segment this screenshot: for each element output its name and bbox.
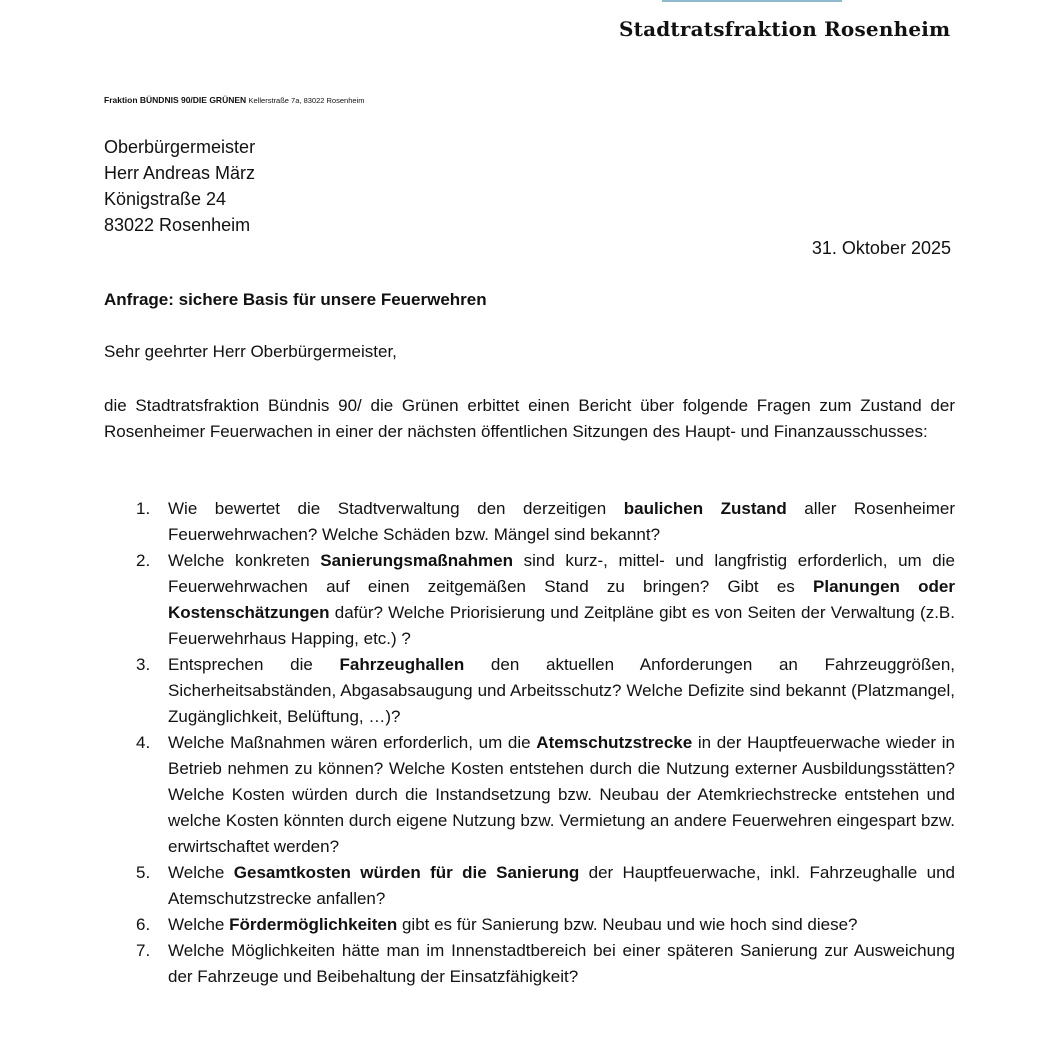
question-text: in der Hauptfeuerwache wieder in Betrieb nehmen zu können? Welche Kosten entstehen durch die Nutzung externer Ausbildungsstätten? Welche Kosten würden durch die Instandsetzung bzw. Neubau der Atemkriechstrecke entstehen und welche Kosten könnten durch eigene Nutzung bzw. Vermietung an andere Feuerwehren eingespart bzw. erwirtschaftet werden? [168,733,955,856]
recipient-line: Herr Andreas März [104,163,256,183]
question-text: Welche [168,863,234,882]
question-text: Wie bewertet die Stadtverwaltung den derzeitigen [168,499,624,518]
question-text: den aktuellen Anforderungen an Fahrzeuggrößen, Sicherheitsabständen, Abgasabsaugung und Arbeitsschutz? Welche Defizite sind bekannt (Platzmangel, Zugänglichkeit, Belüftung, …)? [168,655,955,726]
intro-paragraph: die Stadtratsfraktion Bündnis 90/ die Grünen erbittet einen Bericht über folgende Fragen zum Zustand der Rosenheimer Feuerwachen in einer der nächsten öffentlichen Sitzungen des Haupt- und Finanzausschusses: [104,396,955,441]
question-number: 3. [136,655,151,674]
sender-line [104,95,364,105]
question-number: 6. [136,915,151,934]
question-emphasis: baulichen Zustand [623,499,787,518]
question-emphasis: Planungen oder Kostenschätzungen [168,577,955,622]
question-text: sind kurz-, mittel- und langfristig erforderlich, um die Feuerwehrwachen auf einen zeitgemäßen Stand zu bringen? Gibt es [168,551,955,596]
question-text: dafür? Welche Priorisierung und Zeitpläne gibt es von Seiten der Verwaltung (z.B. Feuerwehrhaus Happing, etc.) ? [168,603,955,648]
recipient-line: Königstraße 24 [104,189,227,209]
recipient-address [104,134,255,238]
question-item [104,912,955,938]
question-number: 4. [136,733,151,752]
header-accent-rule [662,0,842,2]
question-item [104,548,955,652]
question-number: 1. [136,499,151,518]
letterhead-title: Stadtratsfraktion Rosenheim [619,17,951,41]
question-emphasis: Sanierungsmaßnahmen [320,551,513,570]
question-item [104,496,955,548]
question-item [104,938,955,990]
question-emphasis: Atemschutzstrecke [536,733,693,752]
question-number: 2. [136,551,151,570]
recipient-line: Oberbürgermeister [104,137,256,157]
recipient-line: 83022 Rosenheim [104,215,251,235]
letter-date: 31. Oktober 2025 [811,238,951,258]
question-text: Welche konkreten [168,551,321,570]
question-number: 5. [136,863,151,882]
sender-name: Fraktion BÜNDNIS 90/DIE GRÜNEN [104,95,247,105]
question-item [104,652,955,730]
question-emphasis: Gesamtkosten würden für die Sanierung [233,863,580,882]
question-item [104,860,955,912]
question-number: 7. [136,941,151,960]
question-text: Welche Möglichkeiten hätte man im Innenstadtbereich bei einer späteren Sanierung zur Ausweichung der Fahrzeuge und Beibehaltung der Einsatzfähigkeit? [168,941,955,986]
question-text: der Hauptfeuerwache, inkl. Fahrzeughalle und Atemschutzstrecke anfallen? [168,863,956,908]
sender-address: Kellerstraße 7a, 83022 Rosenheim [248,96,365,105]
letter-subject: Anfrage: sichere Basis für unsere Feuerwehren [104,290,487,309]
question-emphasis: Fördermöglichkeiten [229,915,398,934]
question-text: gibt es für Sanierung bzw. Neubau und wie hoch sind diese? [397,915,858,934]
question-text: aller Rosenheimer Feuerwehrwachen? Welche Schäden bzw. Mängel sind bekannt? [168,499,955,544]
salutation: Sehr geehrter Herr Oberbürgermeister, [104,342,397,361]
question-item [104,730,955,860]
question-text: Welche Maßnahmen wären erforderlich, um die [168,733,537,752]
question-text: Entsprechen die [168,655,340,674]
question-list [104,496,955,990]
question-text: Welche [168,915,230,934]
question-emphasis: Fahrzeughallen [339,655,465,674]
